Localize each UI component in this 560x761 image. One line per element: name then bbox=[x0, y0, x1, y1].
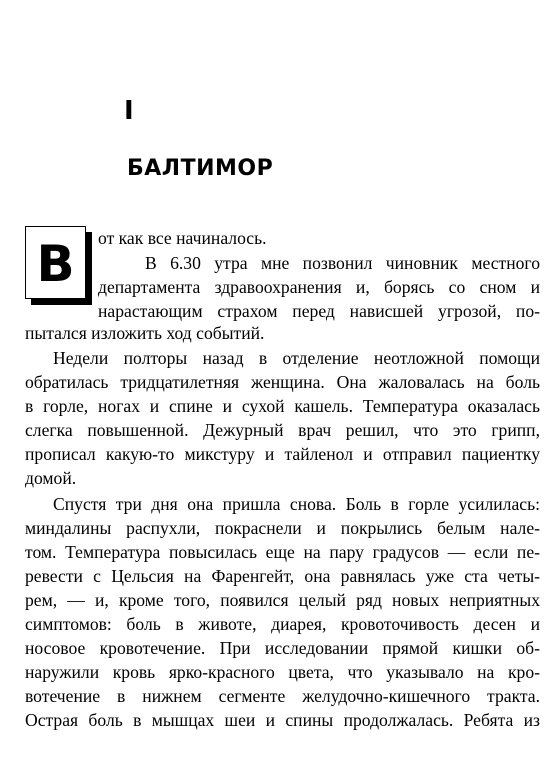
text-line: наружили кровь ярко-красного цвета, что указывало на кро- bbox=[25, 662, 540, 682]
text-line: носовое кровотечение. При исследовании прямой кишки об- bbox=[25, 638, 540, 658]
text-line: слегка повышенной. Дежурный врач решил, что это грипп, bbox=[25, 420, 540, 440]
text-line: том. Температура повысилась еще на пару градусов — если пе- bbox=[25, 542, 540, 562]
text-line: в горле, ногах и спине и сухой кашель. Температура оказалась bbox=[25, 396, 540, 416]
chapter-number: I bbox=[124, 96, 134, 126]
text-line: миндалины распухли, покраснели и покрылись белым нале- bbox=[25, 518, 540, 538]
text-line: нарастающим страхом перед нависшей угрозой, по- bbox=[98, 301, 540, 321]
text-line: от как все начиналось. bbox=[98, 228, 267, 248]
text-line: симптомов: боль в животе, диарея, кровоточивость десен и bbox=[25, 614, 540, 634]
text-line: департамента здравоохранения и, борясь со сном и bbox=[98, 277, 540, 297]
dropcap-letter: В bbox=[36, 234, 75, 293]
text-line: прописал какую-то микстуру и тайленол и отправил пациентку bbox=[25, 444, 540, 464]
text-line: ревести с Цельсия на Фаренгейт, она равнялась уже ста четы- bbox=[25, 566, 540, 586]
dropcap-box bbox=[25, 226, 86, 299]
text-line: вотечение в нижнем сегменте желудочно-кишечного тракта. bbox=[25, 686, 540, 706]
text-line: домой. bbox=[25, 468, 77, 488]
text-line: рем, — и, кроме того, появился целый ряд новых неприятных bbox=[25, 590, 540, 610]
text-line: пытался изложить ход событий. bbox=[25, 323, 265, 343]
text-line: Спустя три дня она пришла снова. Боль в горле усилилась: bbox=[53, 494, 540, 514]
text-line: обратилась тридцатилетняя женщина. Она жаловалась на боль bbox=[25, 372, 540, 392]
text-line: В 6.30 утра мне позвонил чиновник местного bbox=[145, 253, 540, 273]
text-line: Острая боль в мышцах шеи и спины продолжалась. Ребята из bbox=[25, 710, 540, 730]
chapter-title: БАЛТИМОР bbox=[127, 156, 274, 181]
text-line: Недели полторы назад в отделение неотложной помощи bbox=[53, 348, 540, 368]
